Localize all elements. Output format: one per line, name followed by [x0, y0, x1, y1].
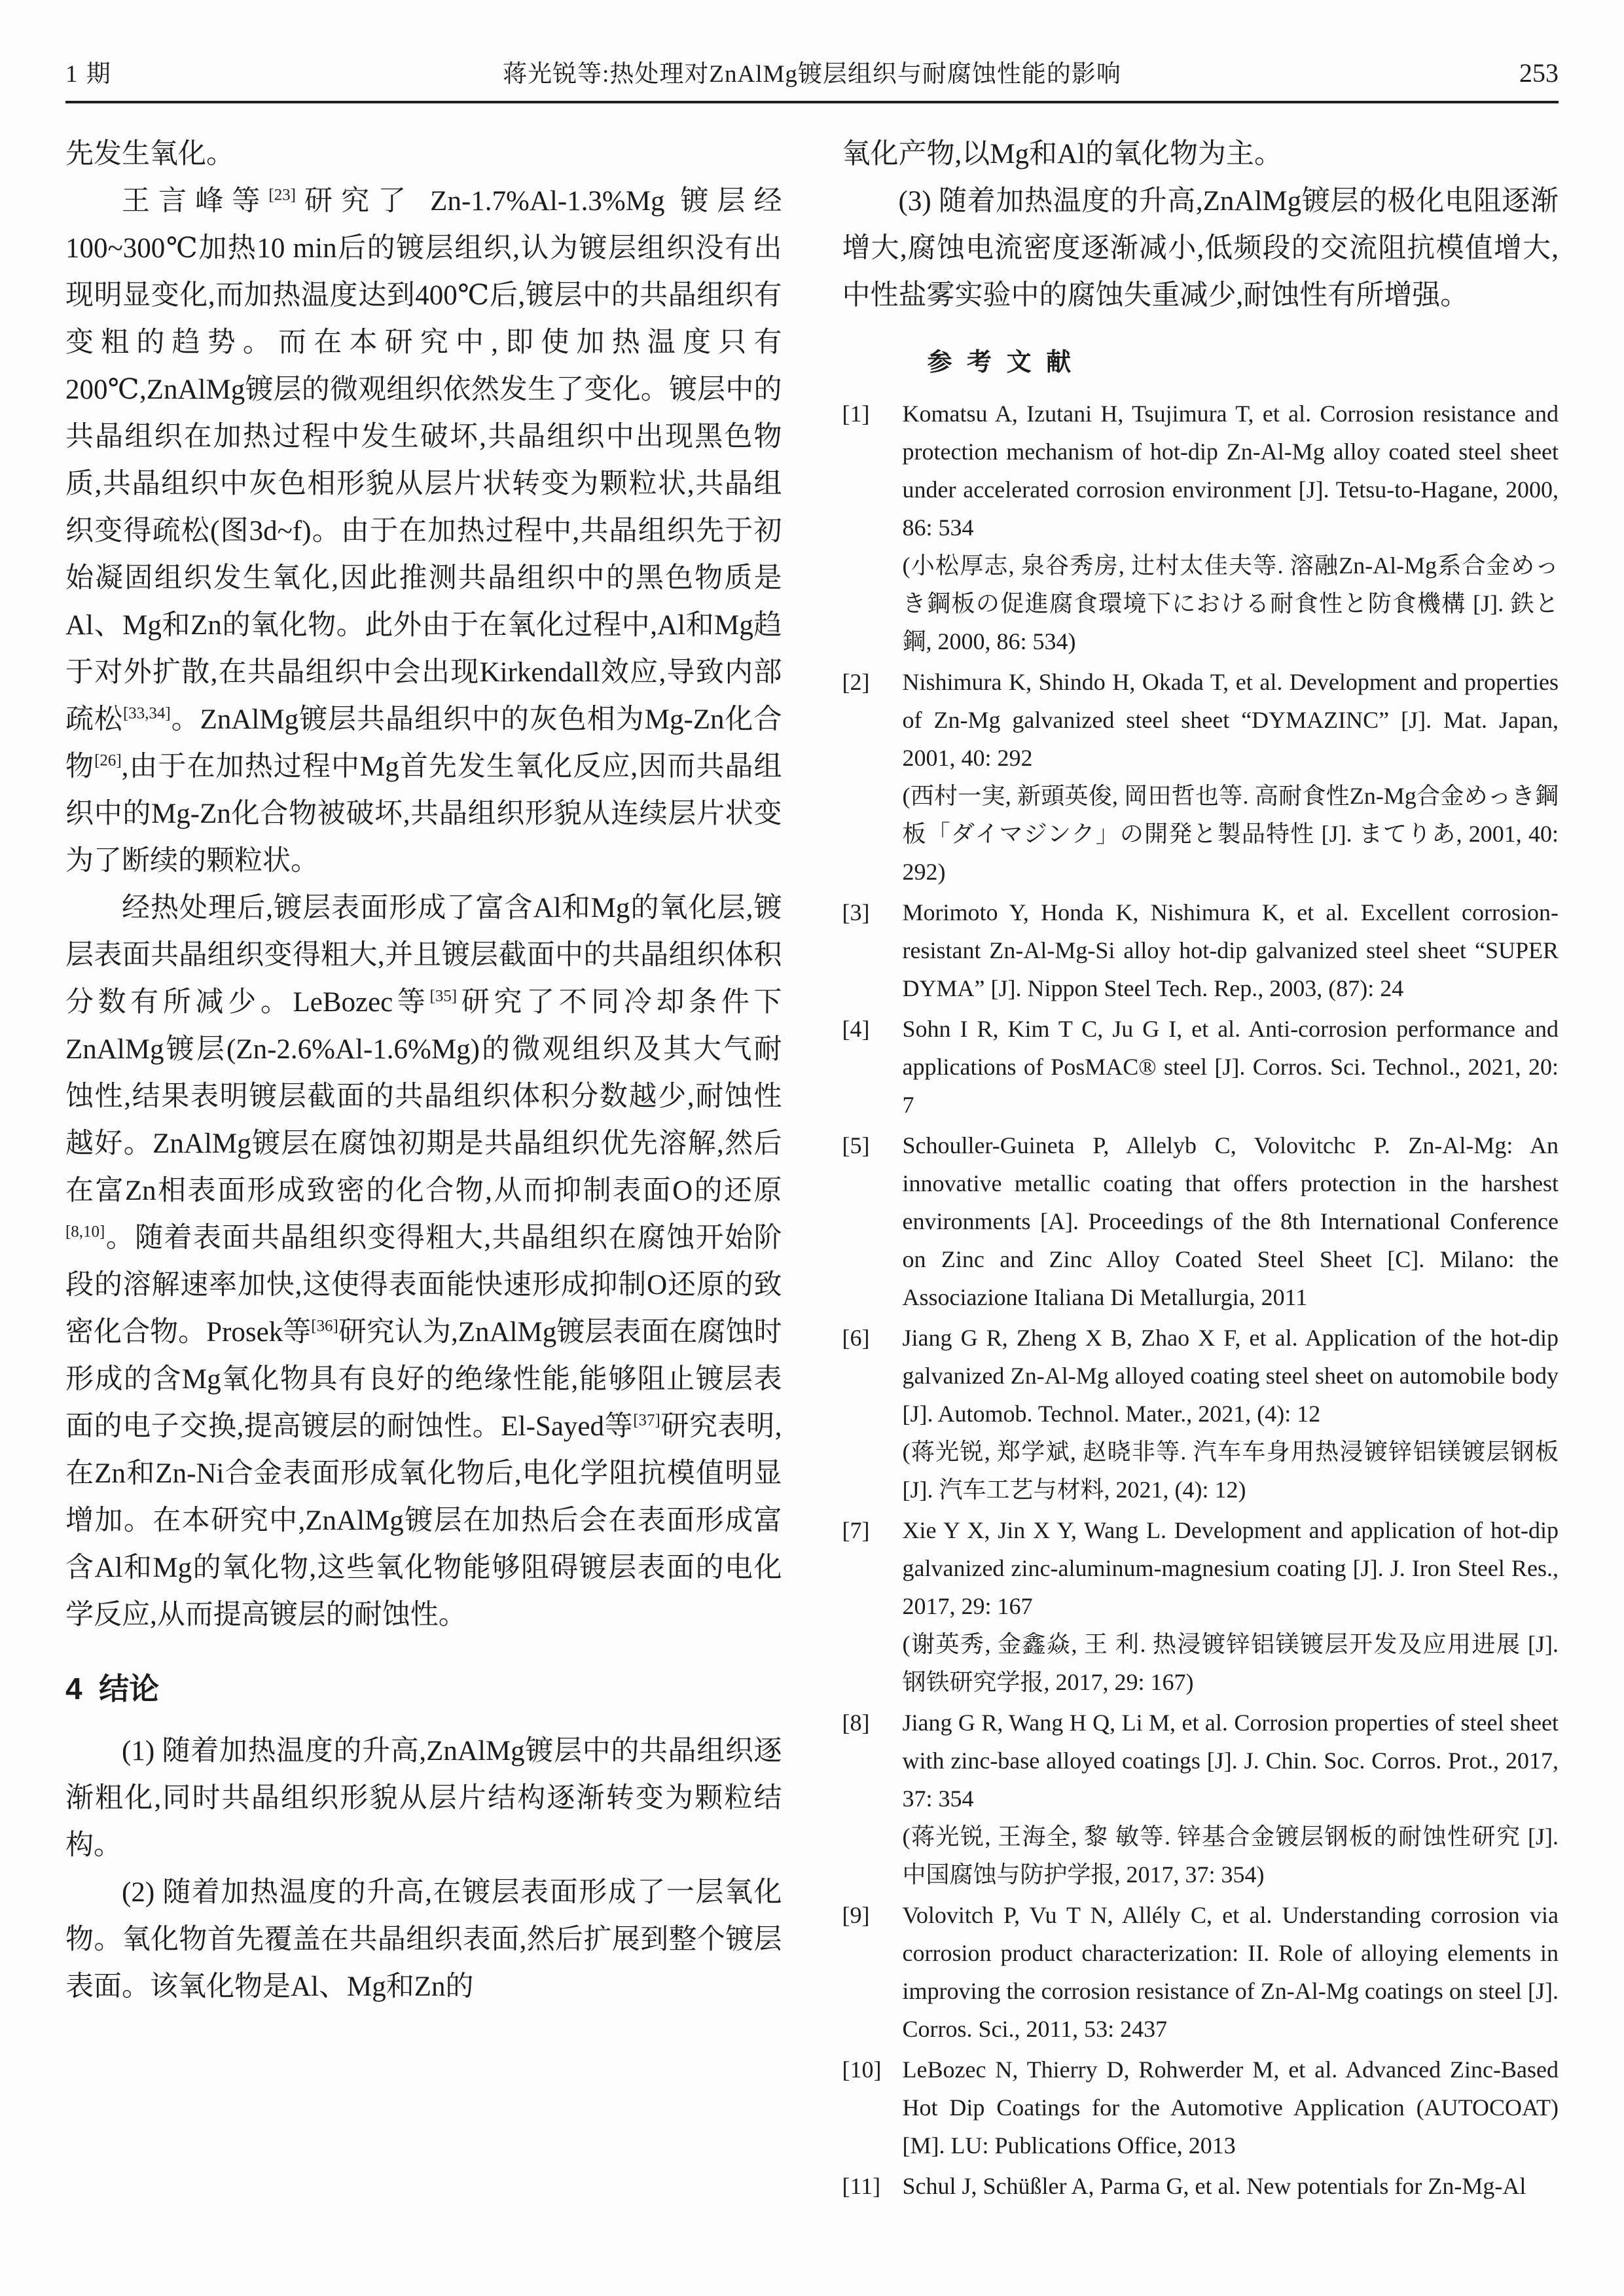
page-number: 253: [1519, 58, 1559, 88]
reference-body: [903, 2051, 1559, 2164]
paragraph-discussion-2: 经热处理后,镀层表面形成了富含Al和Mg的氧化层,镀层表面共晶组织变得粗大,并且镀层截面中的共晶组织体积分数有所减少。LeBozec等[35]研究了不同冷却条件下ZnAlMg镀层(Zn-2.6%Al-1.6%Mg)的微观组织及其大气耐蚀性,结果表明镀层截面的共晶组织体积分数越少,耐蚀性越好。ZnAlMg镀层在腐蚀初期是共晶组织优先溶解,然后在富Zn相表面形成致密的化合物,从而抑制表面O的还原[8,10]。随着表面共晶组织变得粗大,共晶组织在腐蚀开始阶段的溶解速率加快,这使得表面能快速形成抑制O还原的致密化合物。Prosek等[36]研究认为,ZnAlMg镀层表面在腐蚀时形成的含Mg氧化物具有良好的绝缘性能,能够阻止镀层表面的电子交换,提高镀层的耐蚀性。El-Sayed等[37]研究表明,在Zn和Zn-Ni合金表面形成氧化物后,电化学阻抗模值明显增加。在本研究中,ZnAlMg镀层在加热后会在表面形成富含Al和Mg的氧化物,这些氧化物能够阻碍镀层表面的电化学反应,从而提高镀层的耐蚀性。: [65, 893, 782, 1630]
reference-number: [7]: [842, 1517, 870, 1543]
two-column-body: [65, 131, 1559, 2208]
reference-item: [842, 663, 1559, 891]
reference-number: [8]: [842, 1710, 870, 1736]
reference-text-en: Morimoto Y, Honda K, Nishimura K, et al. Excellent corrosion-resistant Zn-Al-Mg-Si alloy hot-dip galvanized steel sheet “SUPER DYMA” [J]. Nippon Steel Tech. Rep., 2003, (87): 24: [902, 899, 1559, 1001]
reference-body: [903, 1010, 1559, 1124]
right-column: [842, 131, 1559, 2208]
reference-item: [842, 2167, 1559, 2205]
reference-number: [3]: [842, 899, 870, 925]
reference-text-cn: (蒋光锐, 郑学斌, 赵晓非等. 汽车车身用热浸镀锌铝镁镀层钢板 [J]. 汽车工艺与材料, 2021, (4): 12): [902, 1439, 1559, 1503]
reference-item: [842, 1511, 1559, 1701]
reference-number: [1]: [842, 401, 870, 427]
reference-number: [6]: [842, 1325, 870, 1351]
paragraph-carryover-right: 氧化产物,以Mg和Al的氧化物为主。: [842, 139, 1282, 170]
reference-text-cn: (西村一実, 新頭英俊, 岡田哲也等. 高耐食性Zn-Mg合金めっき鋼板「ダイマジンク」の開発と製品特性 [J]. まてりあ, 2001, 40: 292): [902, 783, 1559, 885]
reference-text-en: Sohn I R, Kim T C, Ju G I, et al. Anti-corrosion performance and applications of PosMAC® steel [J]. Corros. Sci. Technol., 2021, 20: 7: [902, 1016, 1559, 1118]
reference-number: [10]: [842, 2056, 882, 2083]
reference-body: [903, 1126, 1559, 1316]
paragraph-carryover: 先发生氧化。: [65, 139, 234, 170]
reference-number: [4]: [842, 1016, 870, 1042]
reference-text-en: Komatsu A, Izutani H, Tsujimura T, et al. Corrosion resistance and protection mechanism of hot-dip Zn-Al-Mg alloy coated steel sheet under accelerated corrosion environment [J]. Tetsu-to-Hagane, 2000, 86: 534: [902, 401, 1559, 541]
conclusion-item-2: (2) 随着加热温度的升高,在镀层表面形成了一层氧化物。氧化物首先覆盖在共晶组织表面,然后扩展到整个镀层表面。该氧化物是Al、Mg和Zn的: [65, 1877, 782, 2002]
reference-body: [903, 663, 1559, 891]
reference-item: [842, 893, 1559, 1007]
conclusion-item-1: (1) 随着加热温度的升高,ZnAlMg镀层中的共晶组织逐渐粗化,同时共晶组织形貌从层片结构逐渐转变为颗粒结构。: [65, 1736, 782, 1861]
conclusion-item-3: (3) 随着加热温度的升高,ZnAlMg镀层的极化电阻逐渐增大,腐蚀电流密度逐渐减小,低频段的交流阻抗模值增大,中性盐雾实验中的腐蚀失重减少,耐蚀性有所增强。: [842, 186, 1559, 311]
reference-item: [842, 1126, 1559, 1316]
page-header: [65, 54, 1559, 103]
reference-number: [5]: [842, 1132, 870, 1158]
reference-text-en: Nishimura K, Shindo H, Okada T, et al. Development and properties of Zn-Mg galvanized steel sheet “DYMAZINC” [J]. Mat. Japan, 2001, 40: 292: [902, 669, 1559, 771]
reference-item: [842, 1319, 1559, 1509]
reference-text-en: Jiang G R, Zheng X B, Zhao X F, et al. Application of the hot-dip galvanized Zn-Al-Mg alloyed coating steel sheet on automobile body [J]. Automob. Technol. Mater., 2021, (4): 12: [902, 1325, 1559, 1427]
reference-body: [903, 893, 1559, 1007]
reference-item: [842, 1896, 1559, 2048]
reference-body: [903, 2167, 1559, 2205]
reference-number: [11]: [842, 2173, 881, 2199]
reference-text-cn: (蒋光锐, 王海全, 黎 敏等. 锌基合金镀层钢板的耐蚀性研究 [J]. 中国腐蚀与防护学报, 2017, 37: 354): [902, 1823, 1559, 1888]
reference-body: [903, 1704, 1559, 1893]
reference-text-en: Jiang G R, Wang H Q, Li M, et al. Corrosion properties of steel sheet with zinc-base alloyed coatings [J]. J. Chin. Soc. Corros. Prot., 2017, 37: 354: [902, 1710, 1559, 1812]
reference-text-en: Volovitch P, Vu T N, Allély C, et al. Understanding corrosion via corrosion product characterization: II. Role of alloying elements in improving the corrosion resistance of Zn-Al-Mg coatings on steel [J]. Corros. Sci., 2011, 53: 2437: [902, 1902, 1559, 2042]
reference-item: [842, 395, 1559, 660]
reference-text-en: LeBozec N, Thierry D, Rohwerder M, et al. Advanced Zinc-Based Hot Dip Coatings for the Automotive Application (AUTOCOAT) [M]. LU: Publications Office, 2013: [902, 2056, 1559, 2159]
reference-item: [842, 2051, 1559, 2164]
reference-number: [9]: [842, 1902, 870, 1928]
reference-text-en: Xie Y X, Jin X Y, Wang L. Development and application of hot-dip galvanized zinc-aluminum-magnesium coating [J]. J. Iron Steel Res., 2017, 29: 167: [902, 1517, 1559, 1619]
running-title: 蒋光锐等:热处理对ZnAlMg镀层组织与耐腐蚀性能的影响: [503, 61, 1121, 88]
paragraph-discussion-1: 王言峰等[23]研究了 Zn-1.7%Al-1.3%Mg 镀层经100~300℃加热10 min后的镀层组织,认为镀层组织没有出现明显变化,而加热温度达到400℃后,镀层中的共晶组织有变粗的趋势。而在本研究中,即使加热温度只有200℃,ZnAlMg镀层的微观组织依然发生了变化。镀层中的共晶组织在加热过程中发生破坏,共晶组织中出现黑色物质,共晶组织中灰色相形貌从层片状转变为颗粒状,共晶组织变得疏松(图3d~f)。由于在加热过程中,共晶组织先于初始凝固组织发生氧化,因此推测共晶组织中的黑色物质是Al、Mg和Zn的氧化物。此外由于在氧化过程中,Al和Mg趋于对外扩散,在共晶组织中会出现Kirkendall效应,导致内部疏松[33,34]。ZnAlMg镀层共晶组织中的灰色相为Mg-Zn化合物[26],由于在加热过程中Mg首先发生氧化反应,因而共晶组织中的Mg-Zn化合物被破坏,共晶组织形貌从连续层片状变为了断续的颗粒状。: [65, 186, 782, 876]
reference-body: [903, 1511, 1559, 1701]
references-heading: 参 考 文 献: [927, 349, 1075, 376]
left-column: [65, 131, 782, 2208]
reference-text-cn: (谢英秀, 金鑫焱, 王 利. 热浸镀锌铝镁镀层开发及应用进展 [J]. 钢铁研究学报, 2017, 29: 167): [902, 1631, 1559, 1695]
reference-text-cn: (小松厚志, 泉谷秀房, 辻村太佳夫等. 溶融Zn-Al-Mg系合金めっき鋼板の促進腐食環境下における耐食性と防食機構 [J]. 鉄と鋼, 2000, 86: 534): [902, 552, 1559, 655]
reference-item: [842, 1010, 1559, 1124]
reference-text-en: Schouller-Guineta P, Allelyb C, Volovitchc P. Zn-Al-Mg: An innovative metallic coating that offers protection in the harshest environments [A]. Proceedings of the 8th International Conference on Zinc and Zinc Alloy Coated Steel Sheet [C]. Milano: the Associazione Italiana Di Metallurgia, 2011: [902, 1132, 1559, 1310]
reference-text-en: Schul J, Schüßler A, Parma G, et al. New potentials for Zn-Mg-Al: [902, 2173, 1526, 2199]
reference-body: [903, 1896, 1559, 2048]
issue-label: 1 期: [65, 61, 112, 88]
section-heading-conclusion: 4 结论: [65, 1672, 160, 1706]
reference-body: [903, 1319, 1559, 1509]
reference-number: [2]: [842, 669, 870, 695]
reference-item: [842, 1704, 1559, 1893]
reference-body: [903, 395, 1559, 660]
